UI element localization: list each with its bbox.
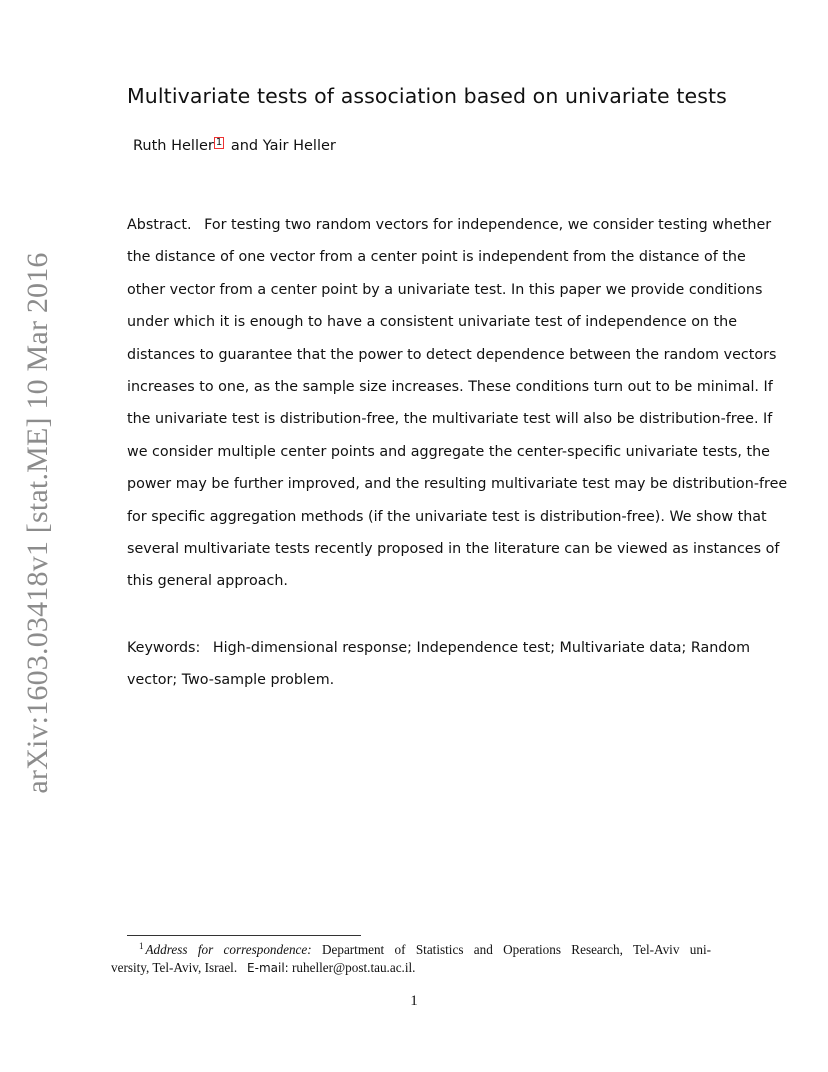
footnote	[111, 937, 711, 977]
footnote-divider	[127, 935, 361, 936]
footnote-line: versity, Tel-Aviv, Israel. E-mail: ruheller@post.tau.ac.il.	[111, 960, 416, 975]
abstract-line: Abstract. For testing two random vectors for independence, we consider testing whether	[127, 217, 772, 233]
abstract-line: several multivariate tests recently proposed in the literature can be viewed as instances of	[127, 540, 780, 557]
author-list	[133, 137, 336, 154]
abstract-line: we consider multiple center points and aggregate the center-specific univariate tests, the	[127, 443, 770, 460]
page-number: 1	[410, 993, 418, 1009]
abstract	[127, 209, 788, 598]
email-address[interactable]: ruheller@post.tau.ac.il.	[292, 960, 416, 975]
abstract-line: under which it is enough to have a consistent univariate test of independence on the	[127, 314, 738, 331]
footnote-line: $^1$ Address for correspondence: Department of Statistics and Operations Research, Tel-Aviv uni-	[139, 941, 711, 957]
keywords-line: Keywords: High-dimensional response; Independence test; Multivariate data; Random	[127, 640, 751, 656]
keywords-label: Keywords:	[127, 640, 201, 656]
author-yair-heller: and Yair Heller	[226, 138, 336, 154]
abstract-line: for specific aggregation methods (if the univariate test is distribution-free). We show that	[127, 508, 767, 525]
arxiv-identifier-stamp: arXiv:1603.03418v1 [stat.ME] 10 Mar 2016	[21, 252, 54, 794]
footnote-label: Address for correspondence:	[145, 942, 312, 957]
abstract-line: increases to one, as the sample size increases. These conditions turn out to be minimal. If	[127, 378, 773, 395]
author-ruth-heller: Ruth Heller	[133, 138, 214, 154]
email-label: E-mail:	[247, 961, 289, 975]
abstract-line: this general approach.	[127, 573, 288, 590]
paper-title: Multivariate tests of association based on univariate tests	[127, 84, 727, 108]
abstract-label: Abstract.	[127, 217, 192, 233]
keywords	[127, 632, 751, 697]
keywords-line: vector; Two-sample problem.	[127, 672, 335, 689]
abstract-line: the univariate test is distribution-free, the multivariate test will also be distribution-free. If	[127, 411, 773, 428]
footnote-link[interactable]: 1	[215, 137, 223, 148]
footnote-number: 1	[139, 941, 144, 951]
abstract-line: power may be further improved, and the resulting multivariate test may be distribution-free	[127, 476, 788, 493]
abstract-line: distances to guarantee that the power to detect dependence between the random vectors	[127, 346, 777, 363]
abstract-line: the distance of one vector from a center point is independent from the distance of the	[127, 249, 746, 266]
abstract-line: other vector from a center point by a univariate test. In this paper we provide conditions	[127, 281, 763, 298]
